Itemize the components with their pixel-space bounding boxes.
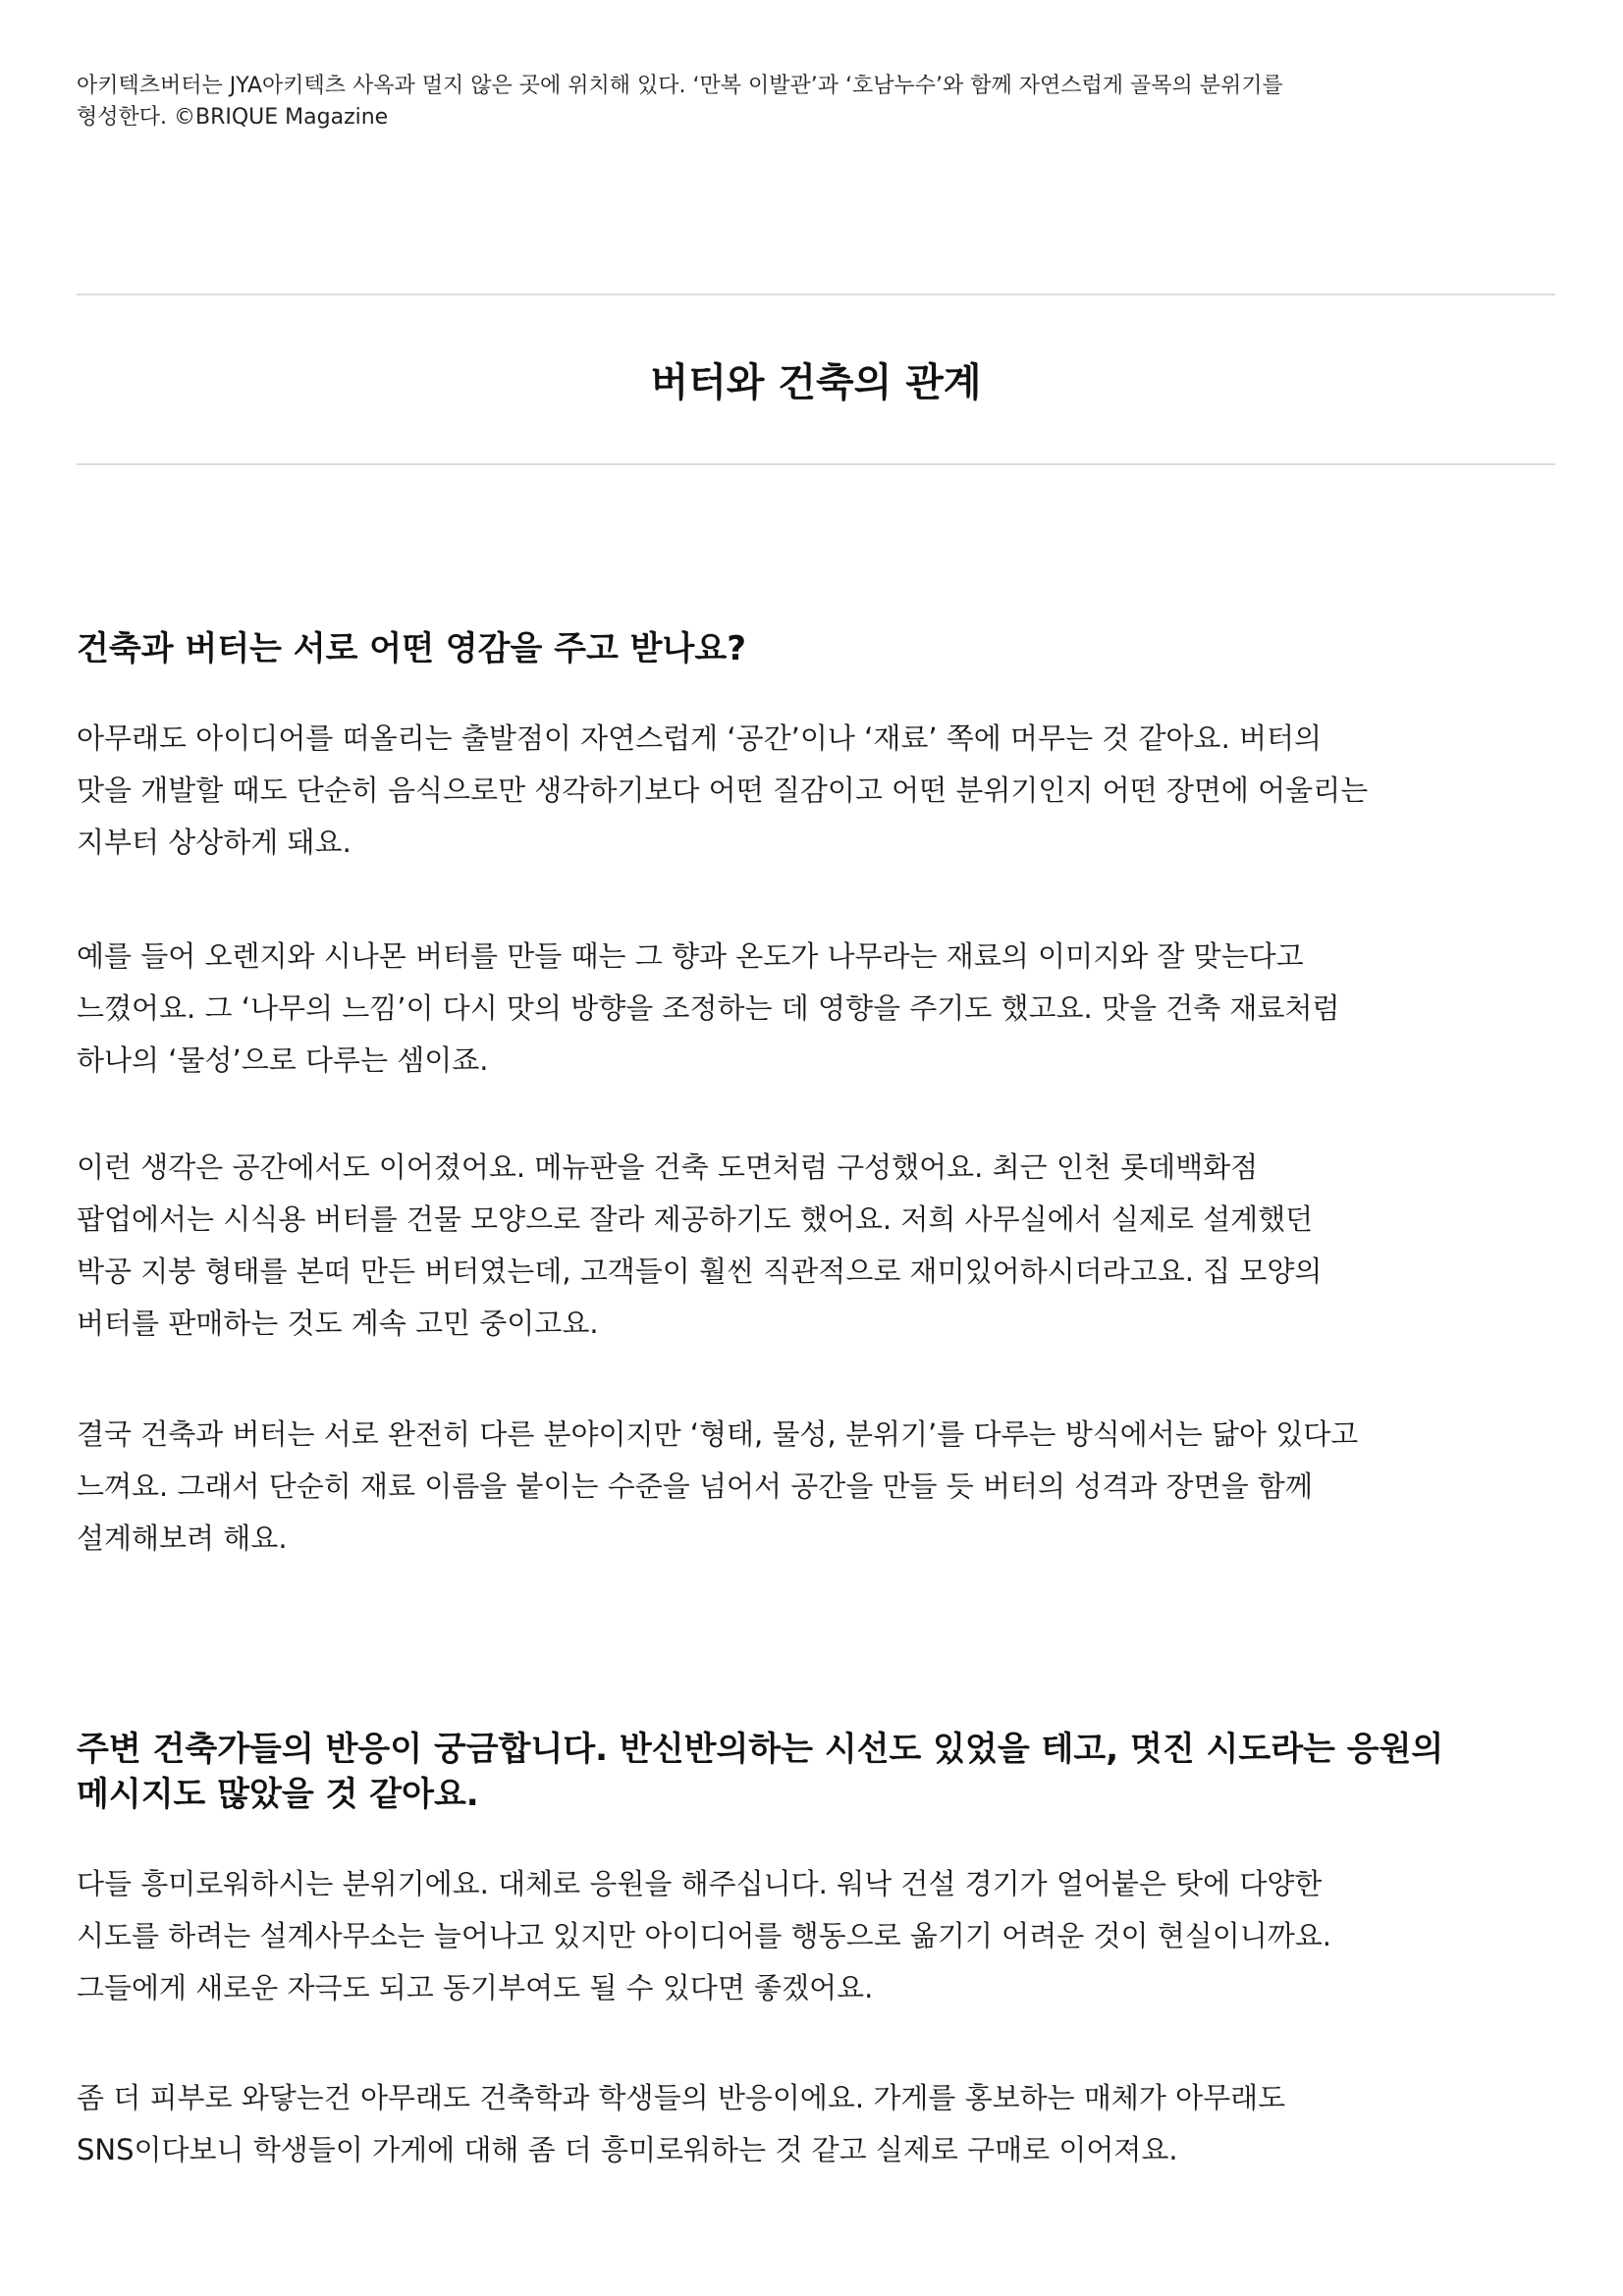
paragraph-line: 다들 흥미로워하시는 분위기에요. 대체로 응원을 해주십니다. 워낙 건설 경기가 얼어붙은 탓에 다양한 bbox=[77, 1867, 1323, 1900]
section-title: 버터와 건축의 관계 bbox=[650, 360, 982, 405]
paragraph-line: 설계해보려 해요. bbox=[77, 1522, 288, 1555]
answer-paragraph bbox=[77, 2072, 1555, 2176]
paragraph-line: SNS이다보니 학생들이 가게에 대해 좀 더 흥미로워하는 것 같고 실제로 구매로 이어져요. bbox=[77, 2133, 1178, 2166]
paragraph-line: 결국 건축과 버터는 서로 완전히 다른 분야이지만 ‘형태, 물성, 분위기’를 다루는 방식에서는 닮아 있다고 bbox=[77, 1417, 1359, 1451]
caption-line: 아키텍츠버터는 JYA아키텍츠 사옥과 멀지 않은 곳에 위치해 있다. ‘만복 이발관’과 ‘호남누수’와 함께 자연스럽게 골목의 분위기를 bbox=[77, 74, 1283, 98]
paragraph-line: 시도를 하려는 설계사무소는 늘어나고 있지만 아이디어를 행동으로 옮기기 어려운 것이 현실이니까요. bbox=[77, 1919, 1331, 1952]
answer-paragraph bbox=[77, 713, 1555, 869]
paragraph-line: 하나의 ‘물성’으로 다루는 셈이죠. bbox=[77, 1043, 489, 1077]
photo-caption bbox=[77, 71, 1555, 133]
paragraph-line: 느껴요. 그래서 단순히 재료 이름을 붙이는 수준을 넘어서 공간을 만들 듯 버터의 성격과 장면을 함께 bbox=[77, 1469, 1313, 1503]
answer-paragraph bbox=[77, 1142, 1555, 1350]
answer-paragraph bbox=[77, 931, 1555, 1087]
paragraph-line: 예를 들어 오렌지와 시나몬 버터를 만들 때는 그 향과 온도가 나무라는 재료의 이미지와 잘 맞는다고 bbox=[77, 939, 1304, 973]
paragraph-line: 좀 더 피부로 와닿는건 아무래도 건축학과 학생들의 반응이에요. 가게를 홍보하는 매체가 아무래도 bbox=[77, 2081, 1286, 2114]
paragraph-line: 버터를 판매하는 것도 계속 고민 중이고요. bbox=[77, 1307, 599, 1340]
paragraph-line: 그들에게 새로운 자극도 되고 동기부여도 될 수 있다면 좋겠어요. bbox=[77, 1971, 874, 2004]
paragraph-line: 박공 지붕 형태를 본떠 만든 버터였는데, 고객들이 훨씬 직관적으로 재미있어하시더라고요. 집 모양의 bbox=[77, 1255, 1323, 1288]
paragraph-line: 지부터 상상하게 돼요. bbox=[77, 826, 352, 859]
paragraph-line: 이런 생각은 공간에서도 이어졌어요. 메뉴판을 건축 도면처럼 구성했어요. 최근 인천 롯데백화점 bbox=[77, 1150, 1259, 1184]
section-divider-top bbox=[77, 294, 1555, 295]
question-line: 메시지도 많았을 것 같아요. bbox=[77, 1775, 479, 1814]
paragraph-line: 맛을 개발할 때도 단순히 음식으로만 생각하기보다 어떤 질감이고 어떤 분위기인지 어떤 장면에 어울리는 bbox=[77, 774, 1369, 807]
paragraph-line: 팝업에서는 시식용 버터를 건물 모양으로 잘라 제공하기도 했어요. 저희 사무실에서 실제로 설계했던 bbox=[77, 1202, 1314, 1236]
paragraph-line: 느꼈어요. 그 ‘나무의 느낌’이 다시 맛의 방향을 조정하는 데 영향을 주기도 했고요. 맛을 건축 재료처럼 bbox=[77, 991, 1340, 1025]
interview-question-2 bbox=[77, 1727, 1555, 1817]
interview-question-1: 건축과 버터는 서로 어떤 영감을 주고 받나요? bbox=[77, 629, 746, 668]
caption-line: 형성한다. ©BRIQUE Magazine bbox=[77, 105, 389, 130]
section-divider-bottom bbox=[77, 463, 1555, 465]
question-line: 주변 건축가들의 반응이 궁금합니다. 반신반의하는 시선도 있었을 테고, 멋진 시도라는 응원의 bbox=[77, 1730, 1444, 1769]
answer-paragraph bbox=[77, 1858, 1555, 2014]
answer-paragraph bbox=[77, 1409, 1555, 1565]
paragraph-line: 아무래도 아이디어를 떠올리는 출발점이 자연스럽게 ‘공간’이나 ‘재료’ 쪽에 머무는 것 같아요. 버터의 bbox=[77, 721, 1323, 755]
